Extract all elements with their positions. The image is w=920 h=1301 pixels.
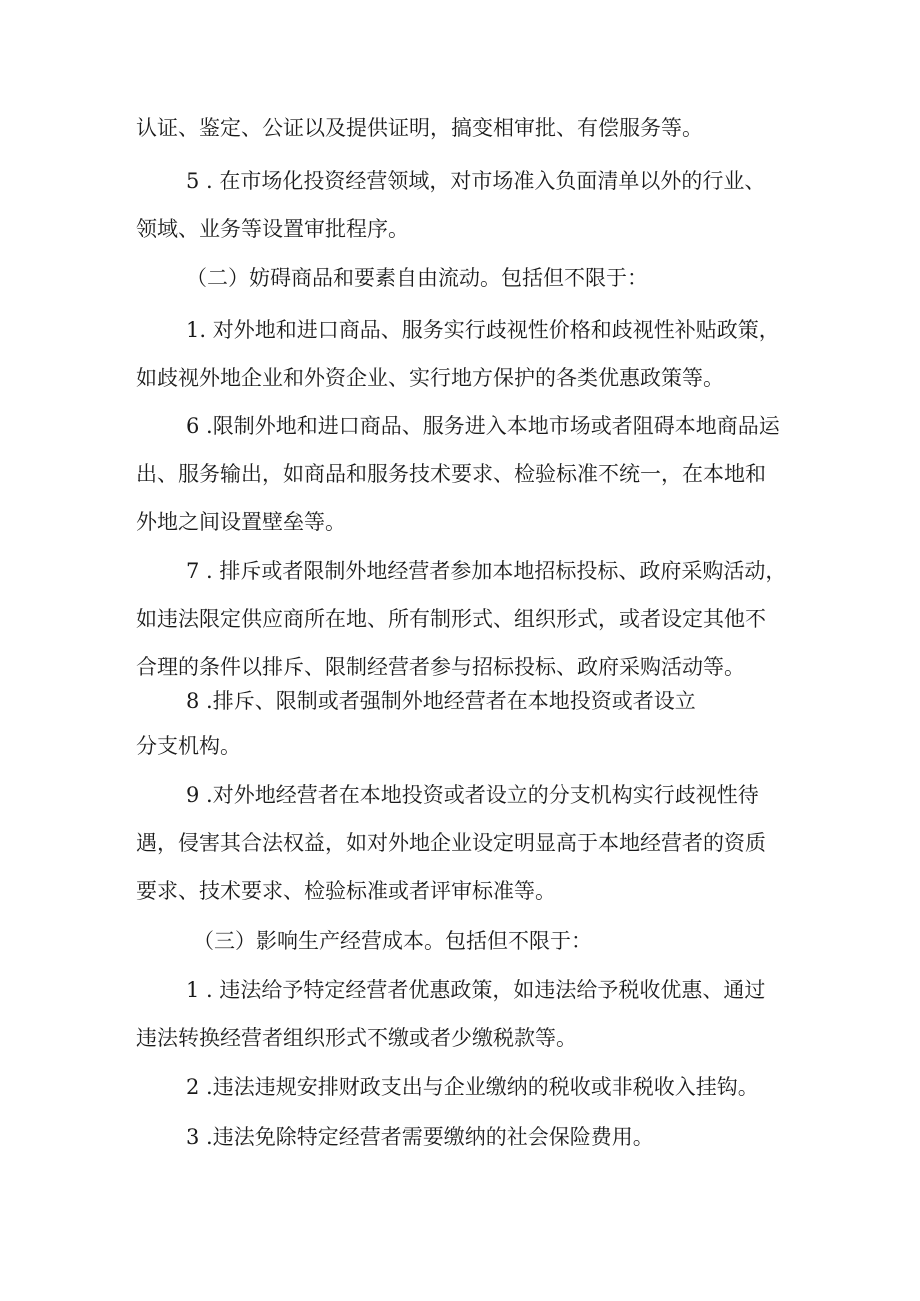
paragraph-line: 合理的条件以排斥、限制经营者参与招标投标、政府采购活动等。: [136, 655, 745, 679]
paragraph-line: 9 .对外地经营者在本地投资或者设立的分支机构实行歧视性待: [186, 783, 759, 807]
paragraph-line: 遇，侵害其合法权益，如对外地企业设定明显高于本地经营者的资质: [136, 831, 766, 855]
paragraph-line: 出、服务输出，如商品和服务技术要求、检验标准不统一，在本地和: [136, 462, 766, 486]
section-heading: （三）影响生产经营成本。包括但不限于：: [193, 929, 592, 953]
paragraph-line: 分支机构。: [136, 734, 241, 758]
paragraph-line: 6 .限制外地和进口商品、服务进入本地市场或者阻碍本地商品运: [186, 414, 780, 438]
paragraph-line: 领域、业务等设置审批程序。: [136, 217, 409, 241]
paragraph-line: 违法转换经营者组织形式不缴或者少缴税款等。: [136, 1026, 577, 1050]
paragraph-line: 2 .违法违规安排财政支出与企业缴纳的税收或非税收入挂钩。: [186, 1075, 759, 1099]
paragraph-line: 如违法限定供应商所在地、所有制形式、组织形式，或者设定其他不: [136, 607, 766, 631]
paragraph-line: 1. 对外地和进口商品、服务实行歧视性价格和歧视性补贴政策，: [186, 318, 780, 342]
paragraph-line: 1 . 违法给予特定经营者优惠政策，如违法给予税收优惠、通过: [186, 978, 766, 1002]
paragraph-line: 如歧视外地企业和外资企业、实行地方保护的各类优惠政策等。: [136, 366, 724, 390]
paragraph-line: 外地之间设置壁垒等。: [136, 510, 346, 534]
paragraph-line: 5 . 在市场化投资经营领域，对市场准入负面清单以外的行业、: [186, 169, 766, 193]
section-heading: （二）妨碍商品和要素自由流动。包括但不限于：: [186, 266, 648, 290]
paragraph-line: 认证、鉴定、公证以及提供证明，搞变相审批、有偿服务等。: [136, 116, 703, 140]
paragraph-line: 要求、技术要求、检验标准或者评审标准等。: [136, 879, 556, 903]
paragraph-line: 3 .违法免除特定经营者需要缴纳的社会保险费用。: [186, 1125, 654, 1149]
paragraph-line: 7 . 排斥或者限制外地经营者参加本地招标投标、政府采购活动，: [186, 559, 787, 583]
paragraph-line: 8 .排斥、限制或者强制外地经营者在本地投资或者设立: [186, 689, 696, 713]
